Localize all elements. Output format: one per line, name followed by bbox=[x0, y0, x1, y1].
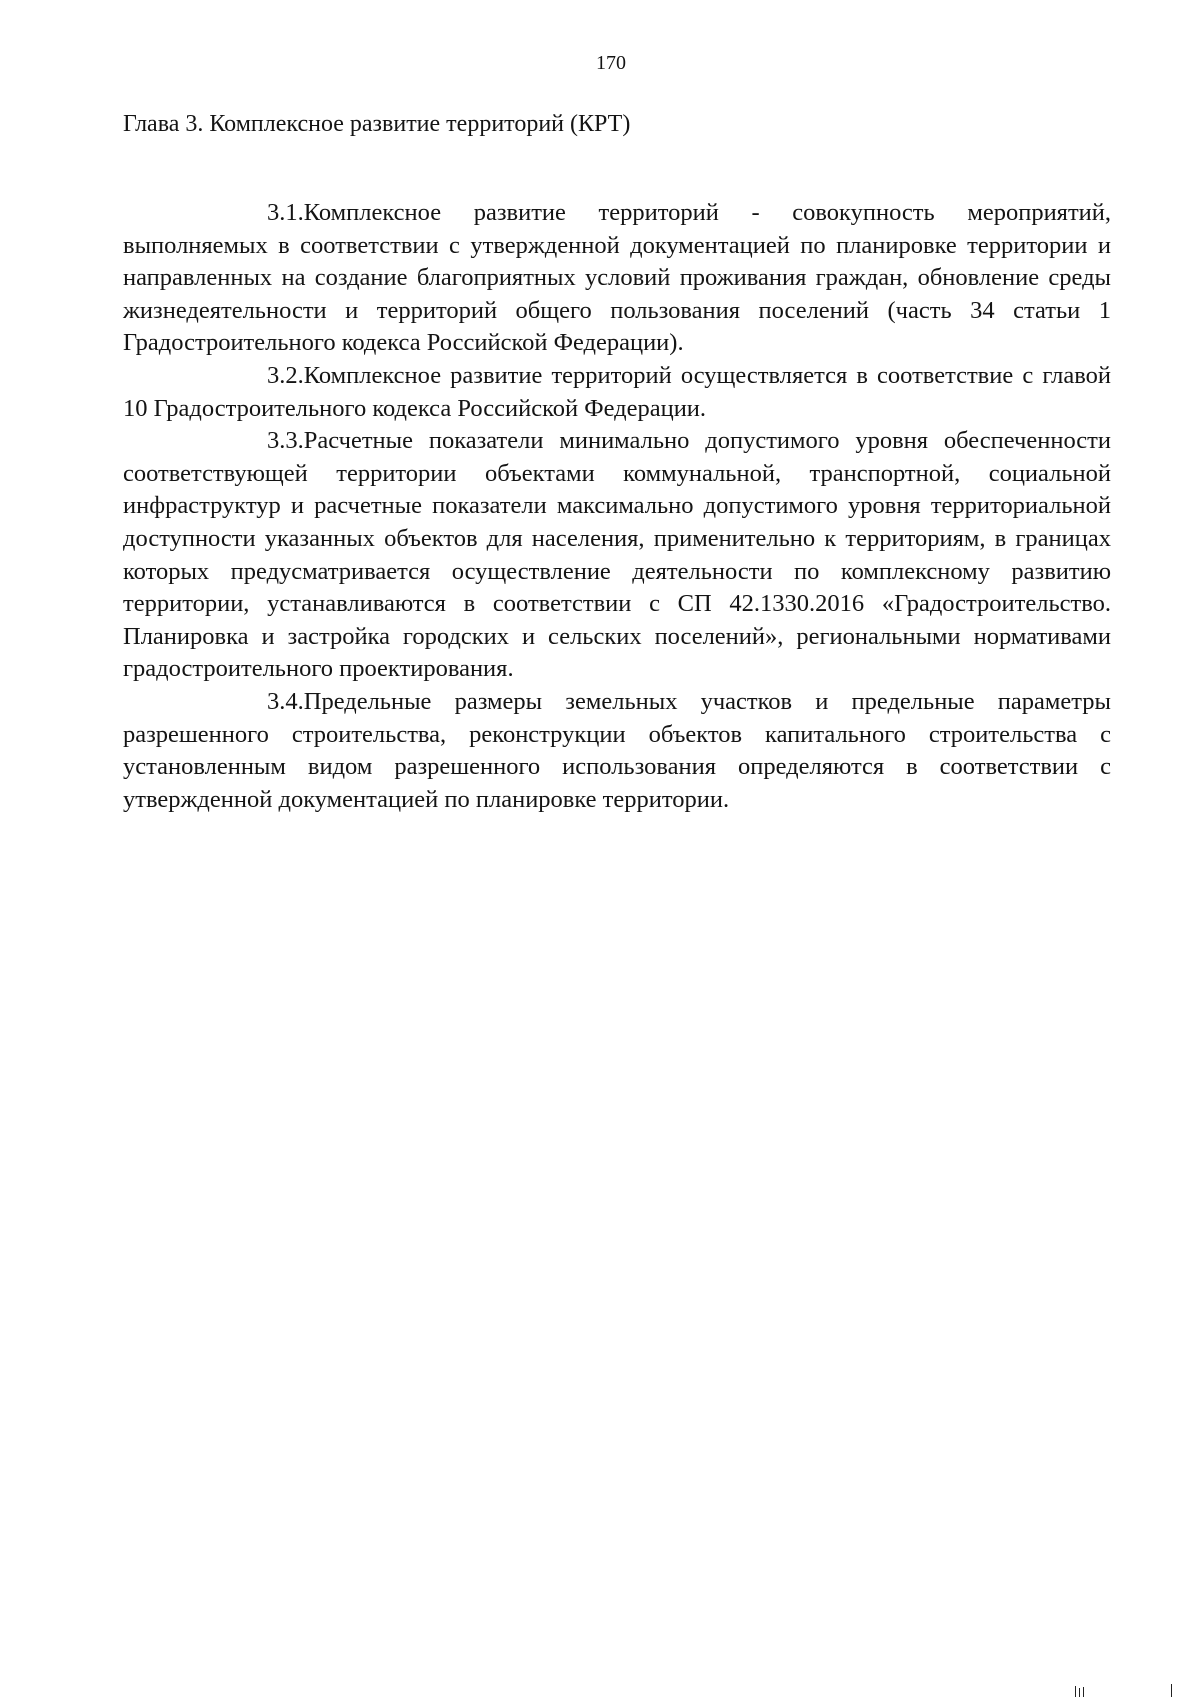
page-number: 170 bbox=[596, 52, 626, 74]
paragraph-text: Предельные размеры земельных участков и предельные параметры разрешенного строительства, реконструкции объектов капитального строительства с установленным видом разрешенного использования определяются в соответствии с утвержденной документацией по планировке территории. bbox=[123, 687, 1111, 813]
paragraph-text: Расчетные показатели минимально допустимого уровня обеспеченности соответствующей территории объектами коммунальной, транспортной, социальной инфраструктур и расчетные показатели максимально допустимого уровня территориальной доступности указанных объектов для населения, применительно к территориям, в границах которых предусматривается осуществление деятельности по комплексному развитию территории, устанавливаются в соответствии с СП 42.1330.2016 «Градостроительство. Планировка и застройка городских и сельских поселений», региональными нормативами градостроительного проектирования. bbox=[123, 427, 1111, 683]
paragraph-3-2 bbox=[123, 360, 1111, 425]
paragraph-text: Комплексное развитие территорий - совокупность мероприятий, выполняемых в соответствии с утвержденной документацией по планировке территории и направленных на создание благоприятных условий проживания граждан, обновление среды жизнедеятельности и территорий общего пользования поселений (часть 34 статьи 1 Градостроительного кодекса Российской Федерации). bbox=[123, 199, 1111, 357]
paragraph-3-1 bbox=[123, 197, 1111, 360]
paragraph-3-4 bbox=[123, 686, 1111, 816]
paragraph-text: Комплексное развитие территорий осуществляется в соответствие с главой 10 Градостроительного кодекса Российской Федерации. bbox=[123, 361, 1111, 422]
paragraph-number: 3.2. bbox=[267, 361, 304, 389]
chapter-title: Глава 3. Комплексное развитие территорий (КРТ) bbox=[123, 111, 631, 137]
paragraph-number: 3.3. bbox=[267, 427, 304, 455]
chapter-body bbox=[123, 197, 1111, 816]
paragraph-number: 3.4. bbox=[267, 687, 304, 715]
scan-artifact bbox=[1083, 1687, 1084, 1697]
paragraph-number: 3.1. bbox=[267, 199, 304, 226]
scan-artifact bbox=[1171, 1684, 1172, 1697]
scan-artifact bbox=[1079, 1688, 1080, 1697]
paragraph-3-3 bbox=[123, 425, 1111, 686]
scan-artifact bbox=[1075, 1686, 1076, 1697]
